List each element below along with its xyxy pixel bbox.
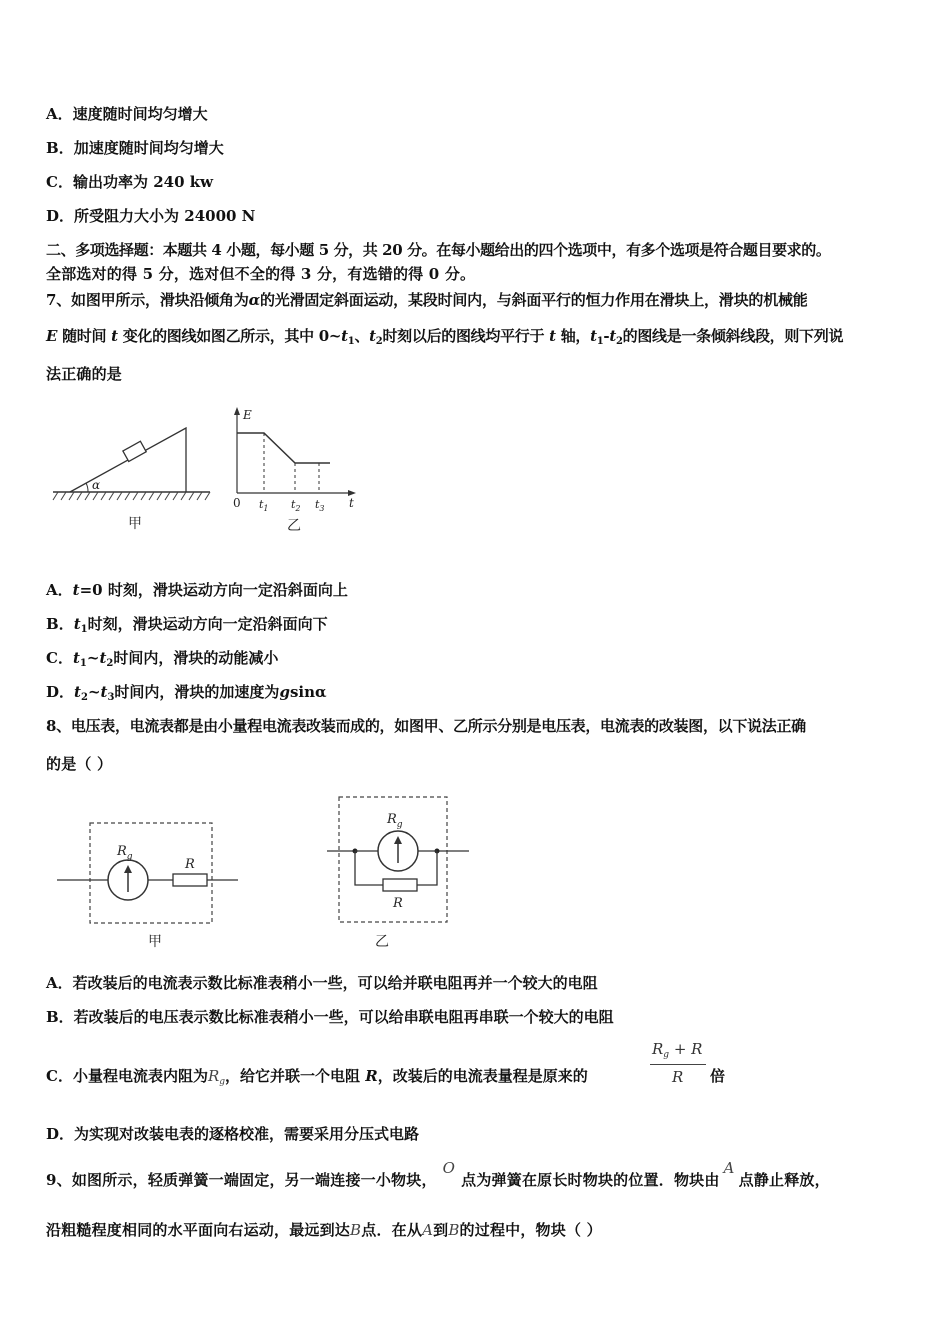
- r-label: R: [185, 857, 195, 872]
- rg-label: $R_g$: [117, 844, 133, 862]
- resistor-r: [383, 879, 417, 891]
- q7-option-a: A．t=0 时刻，滑块运动方向一定沿斜面向上: [46, 581, 348, 599]
- q9-line1: 9、如图所示，轻质弹簧一端固定，另一端连接一小物块，O点为弹簧在原长时物块的位置．物块由A点静止释放，: [46, 1159, 830, 1189]
- angle-arc: [86, 483, 88, 492]
- rg-symbol: $R_g$: [207, 1067, 226, 1087]
- section2-line2: 全部选对的得 5 分，选对但不全的得 3 分，有选错的得 0 分。: [46, 265, 476, 283]
- q8-circuit-voltmeter: [55, 818, 245, 953]
- q7-option-d: D．$t_2\sim t_3$时间内，滑块的加速度为gsinα: [46, 683, 327, 703]
- et-curve: [237, 433, 330, 493]
- energy-line: [237, 433, 330, 463]
- q8-option-b: B．若改装后的电压表示数比标准表稍小一些，可以给串联电阻再串联一个较大的电阻: [46, 1008, 614, 1026]
- y-axis-label: E: [243, 408, 252, 422]
- figure-a-caption: 甲: [128, 516, 142, 532]
- fraction-rg-plus-r-over-r: [650, 1040, 710, 1090]
- q8-option-d: D．为实现对改装电表的逐格校准，需要采用分压式电路: [46, 1125, 420, 1143]
- fraction-denominator: R: [672, 1068, 684, 1086]
- x-axis-label: t: [349, 496, 354, 510]
- rg-label: $R_g$: [387, 812, 403, 830]
- q6-option-c: C．输出功率为 240 kw: [46, 173, 214, 191]
- fraction-numerator: $R_g + R$: [652, 1040, 703, 1060]
- fraction-bar: [650, 1064, 706, 1065]
- q7-option-b: B．$t_1$时刻，滑块运动方向一定沿斜面向下: [46, 615, 328, 635]
- resistor-r: [173, 874, 207, 886]
- y-axis-arrow: [234, 407, 240, 415]
- q6-option-d: D．所受阻力大小为 24000 N: [46, 207, 256, 225]
- tick-label-t3: $t_3$: [315, 498, 325, 513]
- q7-option-c: C．$t_1\sim t_2$时间内，滑块的动能减小: [46, 649, 279, 669]
- q8-option-c-tail: 倍: [710, 1067, 726, 1085]
- r-label: R: [393, 896, 403, 911]
- q8-option-c: C．小量程电流表内阻为$R_g$，给它并联一个电阻 R，改装后的电流表量程是原来的: [46, 1067, 588, 1087]
- section2-line1: 二、多项选择题：本题共 4 小题，每小题 5 分，共 20 分。在每小题给出的四个选项中，有多个选项是符合题目要求的。: [46, 241, 831, 259]
- figure-yi-caption: 乙: [375, 934, 389, 950]
- figure-jia-caption: 甲: [148, 934, 162, 950]
- q8-option-a: A．若改装后的电流表示数比标准表稍小一些，可以给并联电阻再并一个较大的电阻: [46, 974, 598, 992]
- tick-label-t1: $t_1$: [259, 498, 269, 513]
- q8-line1: 8、电压表，电流表都是由小量程电流表改装而成的，如图甲、乙所示分别是电压表，电流表的改装图，以下说法正确: [46, 717, 806, 735]
- q7-figure-graph: [225, 405, 360, 537]
- slider-block: [123, 441, 146, 461]
- dashed-box: [90, 823, 212, 923]
- origin-label: 0: [233, 496, 241, 510]
- q7-line1: 7、如图甲所示，滑块沿倾角为α的光滑固定斜面运动，某段时间内，与斜面平行的恒力作用在滑块上，滑块的机械能: [46, 291, 808, 309]
- figure-b-caption: 乙: [287, 518, 301, 534]
- ground-hatching: [53, 492, 210, 500]
- q6-option-b: B．加速度随时间均匀增大: [46, 139, 224, 157]
- angle-label: α: [92, 478, 101, 492]
- q6-option-a: A．速度随时间均匀增大: [46, 105, 208, 123]
- q9-line2: 沿粗糙程度相同的水平面向右运动，最远到达B点．在从A到B的过程中，物块（ ）: [46, 1221, 602, 1239]
- q8-circuit-ammeter: [325, 795, 475, 955]
- q7-figure-incline: [48, 420, 218, 535]
- tick-label-t2: $t_2$: [291, 498, 301, 513]
- q7-line2: E 随时间 t 变化的图线如图乙所示，其中 $0\sim t_1$、$t_2$时刻以后的图线均平行于 t 轴，$t_1-t_2$的图线是一条倾斜线段，则下列说: [46, 327, 844, 347]
- q8-line2: 的是（ ）: [46, 755, 113, 773]
- q7-line3: 法正确的是: [46, 365, 123, 383]
